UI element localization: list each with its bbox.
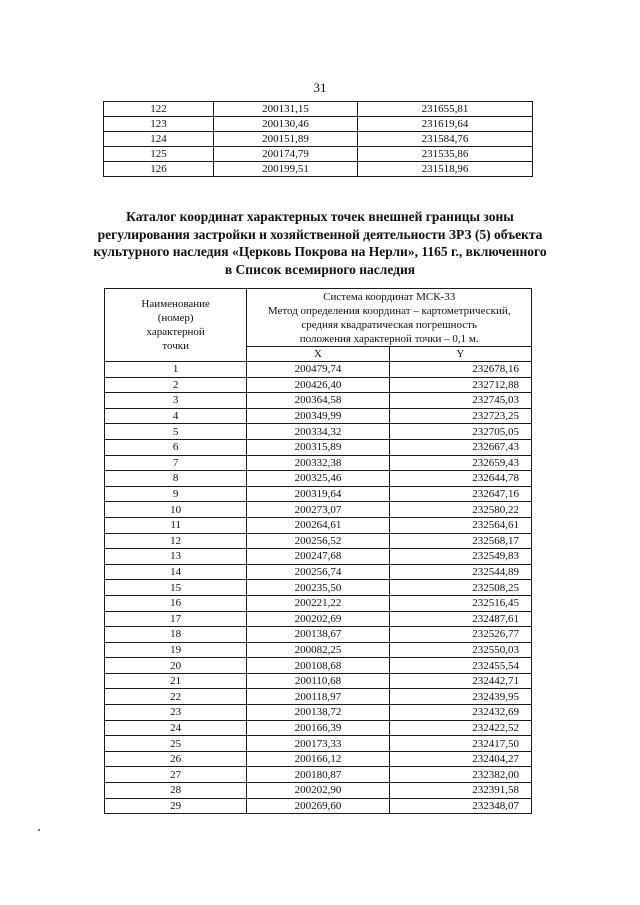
point-number-cell: 17 xyxy=(105,611,247,627)
x-column-header: X xyxy=(247,347,389,362)
x-coordinate-cell: 200180,87 xyxy=(247,767,389,783)
point-number-cell: 18 xyxy=(105,627,247,643)
point-number-cell: 125 xyxy=(104,147,214,162)
y-coordinate-cell: 232580,22 xyxy=(389,502,531,518)
y-coordinate-cell: 232723,25 xyxy=(389,408,531,424)
point-name-header xyxy=(105,289,247,362)
y-coordinate-cell: 232526,77 xyxy=(389,627,531,643)
y-coordinate-cell: 232544,89 xyxy=(389,564,531,580)
x-coordinate-cell: 200151,89 xyxy=(214,132,358,147)
header-line: средняя квадратическая погрешность xyxy=(301,319,478,331)
table-row xyxy=(105,471,532,487)
x-coordinate-cell: 200221,22 xyxy=(247,595,389,611)
point-number-cell: 2 xyxy=(105,377,247,393)
x-coordinate-cell: 200110,68 xyxy=(247,673,389,689)
y-coordinate-cell: 232647,16 xyxy=(389,486,531,502)
x-coordinate-cell: 200138,67 xyxy=(247,627,389,643)
y-coordinate-cell: 232564,61 xyxy=(389,517,531,533)
header-line: точки xyxy=(162,340,189,352)
y-coordinate-cell: 232712,88 xyxy=(389,377,531,393)
point-number-cell: 11 xyxy=(105,517,247,533)
table-row xyxy=(105,393,532,409)
table-row xyxy=(105,455,532,471)
y-coordinate-cell: 232442,71 xyxy=(389,673,531,689)
header-line: (номер) xyxy=(157,312,194,324)
table-row xyxy=(105,611,532,627)
point-number-cell: 123 xyxy=(104,117,214,132)
table-row xyxy=(105,564,532,580)
table-row xyxy=(105,362,532,378)
y-coordinate-cell: 232404,27 xyxy=(389,751,531,767)
y-coordinate-cell: 231655,81 xyxy=(358,102,533,117)
y-coordinate-cell: 232432,69 xyxy=(389,705,531,721)
point-number-cell: 10 xyxy=(105,502,247,518)
x-coordinate-cell: 200269,60 xyxy=(247,798,389,814)
y-coordinate-cell: 231584,76 xyxy=(358,132,533,147)
x-coordinate-cell: 200173,33 xyxy=(247,736,389,752)
point-number-cell: 22 xyxy=(105,689,247,705)
point-number-cell: 29 xyxy=(105,798,247,814)
y-coordinate-cell: 231535,86 xyxy=(358,147,533,162)
coordinates-table-body xyxy=(105,362,532,814)
point-number-cell: 12 xyxy=(105,533,247,549)
table-row xyxy=(105,549,532,565)
y-coordinate-cell: 232516,45 xyxy=(389,595,531,611)
point-number-cell: 9 xyxy=(105,486,247,502)
point-number-cell: 124 xyxy=(104,132,214,147)
table-row xyxy=(105,517,532,533)
point-number-cell: 23 xyxy=(105,705,247,721)
y-column-header: Y xyxy=(389,347,531,362)
point-number-cell: 24 xyxy=(105,720,247,736)
coordinate-system-header xyxy=(247,289,532,347)
table-row xyxy=(105,720,532,736)
table-row xyxy=(105,736,532,752)
x-coordinate-cell: 200256,52 xyxy=(247,533,389,549)
table-row xyxy=(105,502,532,518)
table-row xyxy=(105,658,532,674)
point-number-cell: 16 xyxy=(105,595,247,611)
point-number-cell: 27 xyxy=(105,767,247,783)
x-coordinate-cell: 200082,25 xyxy=(247,642,389,658)
y-coordinate-cell: 232550,03 xyxy=(389,642,531,658)
x-coordinate-cell: 200273,07 xyxy=(247,502,389,518)
x-coordinate-cell: 200118,97 xyxy=(247,689,389,705)
coordinates-table-header xyxy=(105,289,532,362)
point-number-cell: 122 xyxy=(104,102,214,117)
x-coordinate-cell: 200315,89 xyxy=(247,439,389,455)
table-row xyxy=(105,689,532,705)
point-number-cell: 1 xyxy=(105,362,247,378)
table-row xyxy=(105,705,532,721)
table-row xyxy=(104,117,533,132)
heading-line: Каталог координат характерных точек внешней границы зоны xyxy=(126,209,514,224)
table-row xyxy=(104,132,533,147)
y-coordinate-cell: 232382,00 xyxy=(389,767,531,783)
y-coordinate-cell: 232659,43 xyxy=(389,455,531,471)
x-coordinate-cell: 200426,40 xyxy=(247,377,389,393)
table-row xyxy=(105,751,532,767)
x-coordinate-cell: 200166,12 xyxy=(247,751,389,767)
x-coordinate-cell: 200202,90 xyxy=(247,783,389,799)
y-coordinate-cell: 232422,52 xyxy=(389,720,531,736)
table-row xyxy=(105,439,532,455)
y-coordinate-cell: 232439,95 xyxy=(389,689,531,705)
x-coordinate-cell: 200138,72 xyxy=(247,705,389,721)
table-row xyxy=(105,580,532,596)
point-number-cell: 26 xyxy=(105,751,247,767)
x-coordinate-cell: 200130,46 xyxy=(214,117,358,132)
table-row xyxy=(105,533,532,549)
table-row xyxy=(105,408,532,424)
x-coordinate-cell: 200479,74 xyxy=(247,362,389,378)
table-row xyxy=(105,486,532,502)
point-number-cell: 19 xyxy=(105,642,247,658)
y-coordinate-cell: 232391,58 xyxy=(389,783,531,799)
table-row xyxy=(105,424,532,440)
table-row xyxy=(105,595,532,611)
table-row xyxy=(105,798,532,814)
point-number-cell: 126 xyxy=(104,162,214,177)
x-coordinate-cell: 200108,68 xyxy=(247,658,389,674)
heading-line: регулирования застройки и хозяйственной деятельности ЗРЗ (5) объекта xyxy=(97,226,543,242)
y-coordinate-cell: 232455,54 xyxy=(389,658,531,674)
y-coordinate-cell: 232508,25 xyxy=(389,580,531,596)
x-coordinate-cell: 200166,39 xyxy=(247,720,389,736)
header-line: Наименование xyxy=(141,298,210,310)
point-number-cell: 20 xyxy=(105,658,247,674)
header-line: характерной xyxy=(146,326,205,338)
x-coordinate-cell: 200174,79 xyxy=(214,147,358,162)
point-number-cell: 15 xyxy=(105,580,247,596)
x-coordinate-cell: 200364,58 xyxy=(247,393,389,409)
table-row xyxy=(104,102,533,117)
y-coordinate-cell: 231518,96 xyxy=(358,162,533,177)
catalog-heading xyxy=(80,208,560,278)
y-coordinate-cell: 231619,64 xyxy=(358,117,533,132)
y-coordinate-cell: 232417,50 xyxy=(389,736,531,752)
x-coordinate-cell: 200332,38 xyxy=(247,455,389,471)
table-row xyxy=(105,627,532,643)
y-coordinate-cell: 232644,78 xyxy=(389,471,531,487)
x-coordinate-cell: 200256,74 xyxy=(247,564,389,580)
heading-line: в Список всемирного наследия xyxy=(224,261,416,277)
scan-speck xyxy=(38,829,40,831)
point-number-cell: 7 xyxy=(105,455,247,471)
point-number-cell: 3 xyxy=(105,393,247,409)
table-row xyxy=(105,783,532,799)
x-coordinate-cell: 200319,64 xyxy=(247,486,389,502)
header-line: Метод определения координат – картометрический, xyxy=(267,305,511,317)
table-row xyxy=(105,642,532,658)
y-coordinate-cell: 232568,17 xyxy=(389,533,531,549)
continuation-table-body xyxy=(104,102,533,177)
table-row xyxy=(104,147,533,162)
point-number-cell: 13 xyxy=(105,549,247,565)
point-number-cell: 8 xyxy=(105,471,247,487)
x-coordinate-cell: 200199,51 xyxy=(214,162,358,177)
x-coordinate-cell: 200334,32 xyxy=(247,424,389,440)
header-line: Система координат МСК-33 xyxy=(323,291,456,303)
point-number-cell: 28 xyxy=(105,783,247,799)
x-coordinate-cell: 200247,68 xyxy=(247,549,389,565)
header-line: положения характерной точки – 0,1 м. xyxy=(299,333,479,345)
y-coordinate-cell: 232745,03 xyxy=(389,393,531,409)
table-row xyxy=(105,377,532,393)
y-coordinate-cell: 232549,83 xyxy=(389,549,531,565)
x-coordinate-cell: 200325,46 xyxy=(247,471,389,487)
x-coordinate-cell: 200235,50 xyxy=(247,580,389,596)
x-coordinate-cell: 200264,61 xyxy=(247,517,389,533)
y-coordinate-cell: 232348,07 xyxy=(389,798,531,814)
x-coordinate-cell: 200131,15 xyxy=(214,102,358,117)
coordinates-table xyxy=(104,288,532,814)
x-coordinate-cell: 200349,99 xyxy=(247,408,389,424)
y-coordinate-cell: 232705,05 xyxy=(389,424,531,440)
table-row xyxy=(105,673,532,689)
point-number-cell: 6 xyxy=(105,439,247,455)
x-coordinate-cell: 200202,69 xyxy=(247,611,389,627)
point-number-cell: 5 xyxy=(105,424,247,440)
table-row xyxy=(104,162,533,177)
continuation-table xyxy=(103,101,533,177)
y-coordinate-cell: 232487,61 xyxy=(389,611,531,627)
point-number-cell: 14 xyxy=(105,564,247,580)
y-coordinate-cell: 232678,16 xyxy=(389,362,531,378)
point-number-cell: 21 xyxy=(105,673,247,689)
y-coordinate-cell: 232667,43 xyxy=(389,439,531,455)
point-number-cell: 25 xyxy=(105,736,247,752)
heading-line: культурного наследия «Церковь Покрова на Нерли», 1165 г., включенного xyxy=(93,244,547,259)
table-row xyxy=(105,767,532,783)
page-number: 31 xyxy=(313,80,327,95)
point-number-cell: 4 xyxy=(105,408,247,424)
